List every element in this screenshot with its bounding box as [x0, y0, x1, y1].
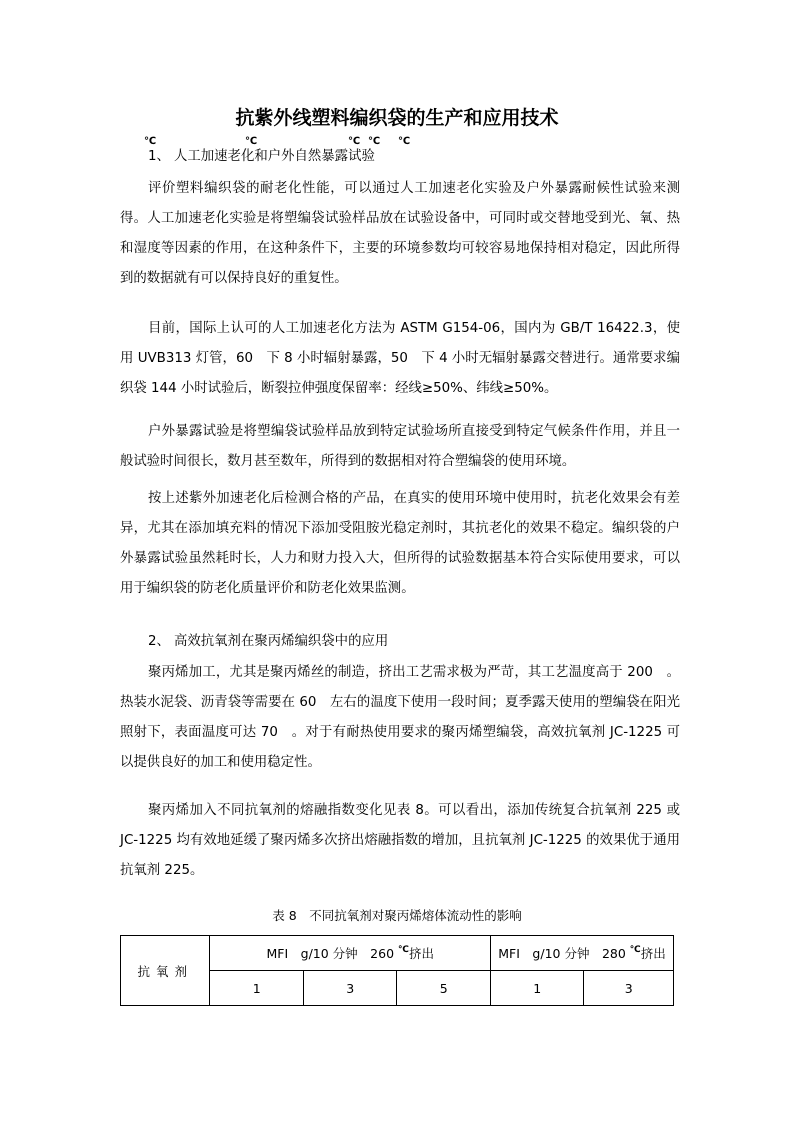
- paragraph: 聚丙烯加入不同抗氧剂的熔融指数变化见表 8。可以看出，添加传统复合抗氧剂 225 或 JC-1225 均有效地延缓了聚丙烯多次挤出熔融指数的增加，且抗氧剂 JC-1225 的效果优于通用抗氧剂 225。: [120, 803, 680, 878]
- table-cell: 1: [490, 971, 584, 1006]
- table-cell: 1: [210, 971, 304, 1006]
- section-number: 1、: [148, 149, 170, 164]
- table-cell: 3: [584, 971, 674, 1006]
- section-heading: [148, 145, 375, 164]
- table-group-header: MFI g/10 分钟 280 ℃挤出: [490, 936, 673, 971]
- table-caption: 表 8 不同抗氧剂对聚丙烯熔体流动性的影响: [272, 908, 522, 923]
- mfi-table: [120, 935, 674, 1006]
- paragraph: 按上述紫外加速老化后检测合格的产品，在真实的使用环境中使用时，抗老化效果会有差异，尤其在添加填充料的情况下添加受阻胺光稳定剂时，其抗老化的效果不稳定。编织袋的户外暴露试验虽然耗时长，人力和财力投入大，但所得的试验数据基本符合实际使用要求，可以用于编织袋的防老化质量评价和防老化效果监测。: [120, 491, 680, 596]
- section-heading-text: 高效抗氧剂在聚丙烯编织袋中的应用: [174, 634, 389, 649]
- paragraph: 目前，国际上认可的人工加速老化方法为 ASTM G154-06，国内为 GB/T 16422.3，使用 UVB313 灯管，60 下 8 小时辐射暴露，50 下 4 小时无辐射暴露交替进行。通常要求编织袋 144 小时试验后，断裂拉伸强度保留率：经线≥50%、纬线≥50%。: [120, 321, 680, 396]
- table-group-header: MFI g/10 分钟 260 ℃挤出: [210, 936, 491, 971]
- degree-mark: ℃: [398, 136, 411, 147]
- table-cell: 5: [397, 971, 491, 1006]
- paragraph: 户外暴露试验是将塑编袋试验样品放到特定试验场所直接受到特定气候条件作用，并且一般试验时间很长，数月甚至数年，所得到的数据相对符合塑编袋的使用环境。: [120, 424, 680, 469]
- degree-mark: ℃: [368, 136, 381, 147]
- table-cell: 3: [303, 971, 397, 1006]
- table-row: [121, 936, 674, 971]
- degree-mark: ℃: [245, 136, 258, 147]
- section-number: 2、: [148, 634, 170, 649]
- paragraph: 评价塑料编织袋的耐老化性能，可以通过人工加速老化实验及户外暴露耐候性试验来测得。人工加速老化实验是将塑编袋试验样品放在试验设备中，可同时或交替地受到光、氧、热和湿度等因素的作用，在这种条件下，主要的环境参数均可较容易地保持相对稳定，因此所得到的数据就有可以保持良好的重复性。: [120, 181, 680, 286]
- degree-mark: ℃: [629, 945, 641, 955]
- degree-mark: ℃: [144, 136, 157, 147]
- paragraph: 聚丙烯加工，尤其是聚丙烯丝的制造，挤出工艺需求极为严苛，其工艺温度高于 200 。热装水泥袋、沥青袋等需要在 60 左右的温度下使用一段时间；夏季露天使用的塑编袋在阳光照射下，表面温度可达 70 。对于有耐热使用要求的聚丙烯塑编袋，高效抗氧剂 JC-1225 可以提供良好的加工和使用稳定性。: [120, 665, 680, 770]
- degree-mark: ℃: [348, 136, 361, 147]
- document-title: 抗紫外线塑料编织袋的生产和应用技术: [235, 107, 559, 129]
- degree-mark: ℃: [398, 945, 409, 955]
- section-heading: [148, 630, 388, 649]
- table-row-header: 抗氧剂: [121, 936, 210, 1006]
- section-heading-text: 人工加速老化和户外自然暴露试验: [174, 149, 375, 164]
